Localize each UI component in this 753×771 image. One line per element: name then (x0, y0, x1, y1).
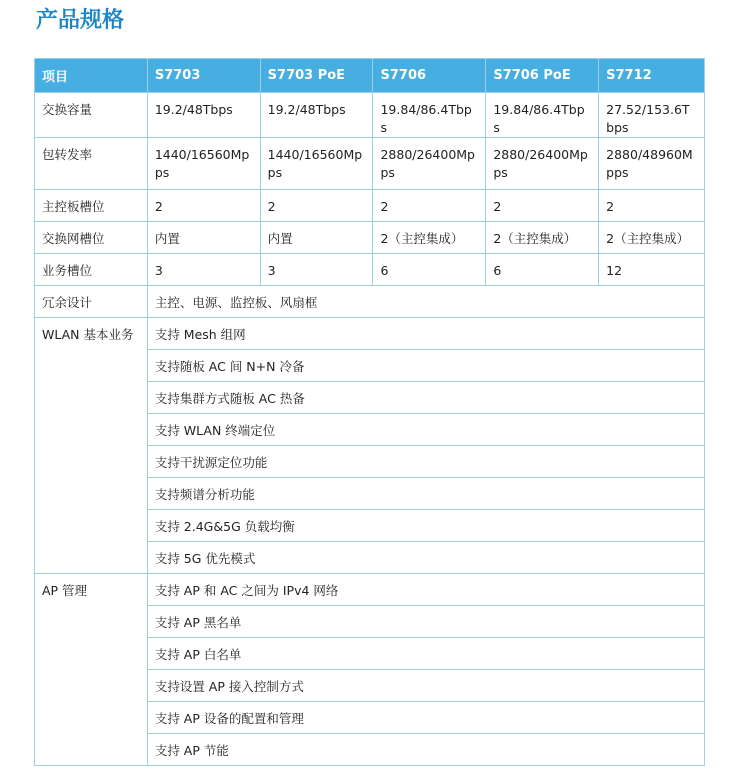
feature-item: 支持 WLAN 终端定位 (147, 414, 704, 446)
page-title: 产品规格 (36, 8, 125, 33)
table-row (35, 222, 705, 254)
row-label: 业务槽位 (35, 254, 148, 286)
feature-item: 支持干扰源定位功能 (147, 446, 704, 478)
table-row (35, 574, 705, 606)
table-cell: 3 (147, 254, 260, 286)
feature-item: 支持 5G 优先模式 (147, 542, 704, 574)
row-label: AP 管理 (35, 574, 148, 766)
table-body (35, 93, 705, 766)
header-s7706: S7706 (373, 59, 486, 93)
table-header-row (35, 59, 705, 93)
table-cell: 2880/48960Mpps (599, 138, 705, 190)
table-row (35, 254, 705, 286)
table-row (35, 318, 705, 350)
table-row (35, 138, 705, 190)
feature-item: 支持随板 AC 间 N+N 冷备 (147, 350, 704, 382)
spec-table (34, 58, 705, 766)
row-label: 交换网槽位 (35, 222, 148, 254)
table-cell: 19.2/48Tbps (147, 93, 260, 138)
feature-item: 支持 2.4G&5G 负载均衡 (147, 510, 704, 542)
header-s7703: S7703 (147, 59, 260, 93)
feature-item: 支持 AP 设备的配置和管理 (147, 702, 704, 734)
table-row (35, 286, 705, 318)
table-cell: 2880/26400Mpps (373, 138, 486, 190)
feature-item: 支持 AP 白名单 (147, 638, 704, 670)
table-cell: 2（主控集成） (599, 222, 705, 254)
feature-item: 支持 AP 黑名单 (147, 606, 704, 638)
table-cell: 2 (373, 190, 486, 222)
table-row (35, 190, 705, 222)
table-cell: 主控、电源、监控板、风扇框 (147, 286, 704, 318)
table-cell: 6 (486, 254, 599, 286)
table-cell: 2 (260, 190, 373, 222)
table-cell: 2（主控集成） (373, 222, 486, 254)
table-cell: 6 (373, 254, 486, 286)
table-cell: 1440/16560Mpps (147, 138, 260, 190)
header-item: 项目 (35, 59, 148, 93)
feature-item: 支持频谱分析功能 (147, 478, 704, 510)
feature-item: 支持集群方式随板 AC 热备 (147, 382, 704, 414)
table-cell: 内置 (147, 222, 260, 254)
feature-item: 支持 AP 节能 (147, 734, 704, 766)
feature-item: 支持 Mesh 组网 (147, 318, 704, 350)
feature-item: 支持 AP 和 AC 之间为 IPv4 网络 (147, 574, 704, 606)
table-cell: 内置 (260, 222, 373, 254)
table-cell: 2 (486, 190, 599, 222)
table-cell: 2 (147, 190, 260, 222)
row-label: 冗余设计 (35, 286, 148, 318)
row-label: 主控板槽位 (35, 190, 148, 222)
table-cell: 19.84/86.4Tbps (486, 93, 599, 138)
header-s7712: S7712 (599, 59, 705, 93)
table-cell: 19.2/48Tbps (260, 93, 373, 138)
header-s7706-poe: S7706 PoE (486, 59, 599, 93)
table-cell: 12 (599, 254, 705, 286)
table-cell: 1440/16560Mpps (260, 138, 373, 190)
header-s7703-poe: S7703 PoE (260, 59, 373, 93)
table-cell: 2880/26400Mpps (486, 138, 599, 190)
table-cell: 3 (260, 254, 373, 286)
feature-item: 支持设置 AP 接入控制方式 (147, 670, 704, 702)
row-label: 交换容量 (35, 93, 148, 138)
table-row (35, 93, 705, 138)
row-label: WLAN 基本业务 (35, 318, 148, 574)
table-cell: 27.52/153.6Tbps (599, 93, 705, 138)
table-cell: 19.84/86.4Tbps (373, 93, 486, 138)
table-cell: 2 (599, 190, 705, 222)
table-cell: 2（主控集成） (486, 222, 599, 254)
row-label: 包转发率 (35, 138, 148, 190)
